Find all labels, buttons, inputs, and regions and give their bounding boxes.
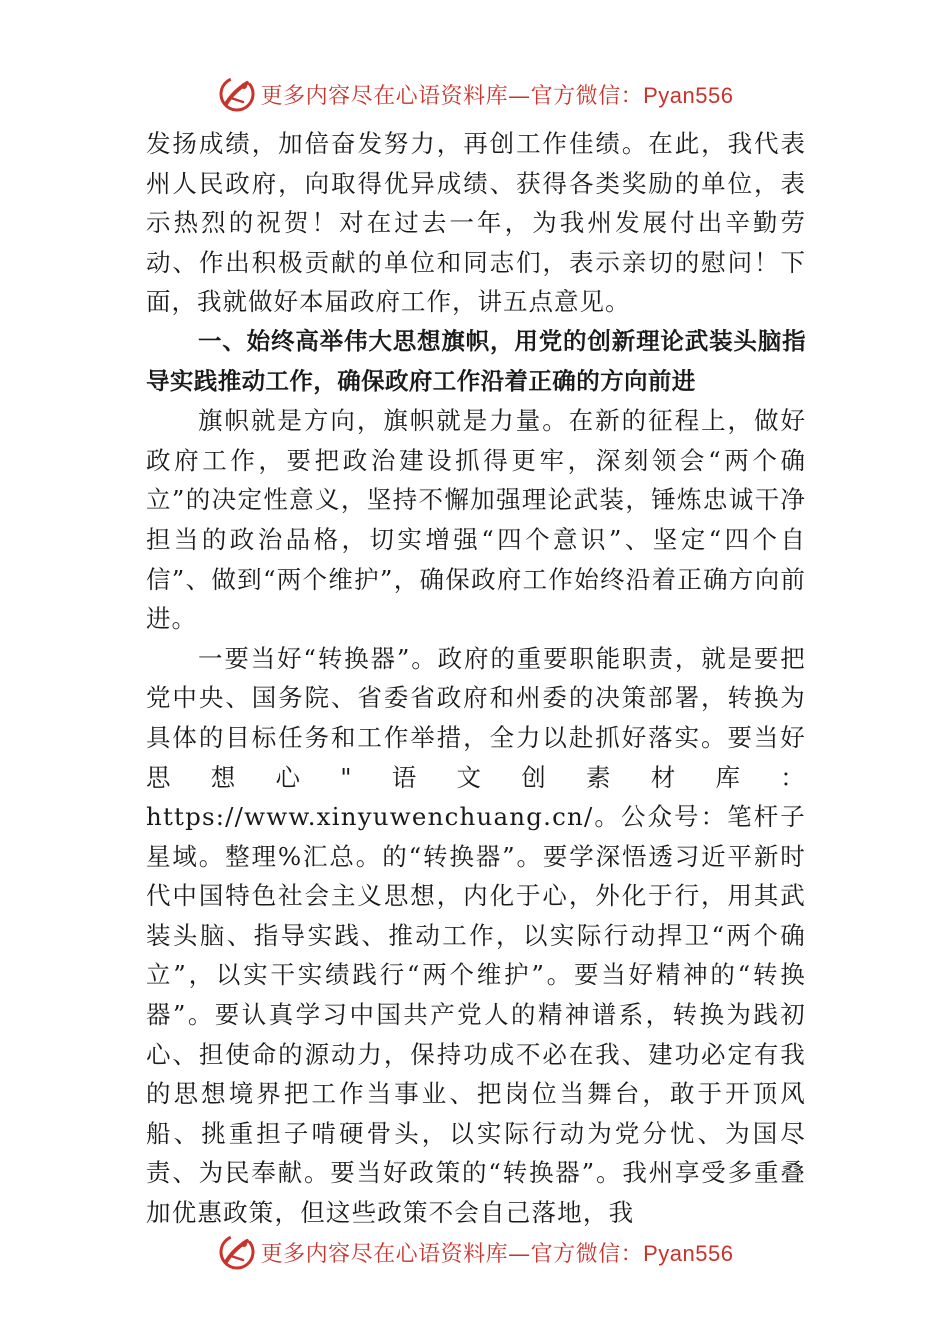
paragraph-continuation: 发扬成绩，加倍奋发努力，再创工作佳绩。在此，我代表州人民政府，向取得优异成绩、获得各类奖励的单位，表示热烈的祝贺！对在过去一年，为我州发展付出辛勤劳动、作出积极贡献的单位和同志们，表示亲切的慰问！下面，我就做好本届政府工作，讲五点意见。	[146, 129, 806, 317]
ink-brush-logo-icon	[217, 1232, 257, 1272]
paragraph-flag-direction: 旗帜就是方向，旗帜就是力量。在新的征程上，做好政府工作，要把政治建设抓得更牢，深刻领会“两个确立”的决定性意义，坚持不懈加强理论武装，锤炼忠诚干净担当的政治品格，切实增强“四个意识”、坚定“四个自信”、做到“两个维护”，确保政府工作始终沿着正确方向前进。	[146, 406, 806, 634]
paragraph-converter: 一要当好“转换器”。政府的重要职能职责，就是要把党中央、国务院、省委省政府和州委的决策部署，转换为具体的目标任务和工作举措，全力以赴抓好落实。要当好思想心"语文创素材库：https://www.xinyuwenchuang.cn/。公众号：笔杆子星域。整理%汇总。的“转换器”。要学深悟透习近平新时代中国特色社会主义思想，内化于心，外化于行，用其武装头脑、指导实践、推动工作，以实际行动捍卫“两个确立”，以实干实绩践行“两个维护”。要当好精神的“转换器”。要认真学习中国共产党人的精神谱系，转换为践初心、担使命的源动力，保持功成不必在我、建功必定有我的思想境界把工作当事业、把岗位当舞台，敢于开顶风船、挑重担子啃硬骨头，以实际行动为党分忧、为国尽责、为民奉献。要当好政策的“转换器”。我州享受多重叠加优惠政策，但这些政策不会自己落地，我	[146, 643, 806, 1228]
watermark-banner-bottom	[0, 1226, 950, 1278]
wechat-id: Pyan556	[643, 82, 734, 108]
watermark-text: 更多内容尽在心语资料库—官方微信：Pyan556	[260, 82, 734, 109]
wechat-id: Pyan556	[643, 1240, 734, 1266]
section-heading-1: 一、始终高举伟大思想旗帜，用党的创新理论武装头脑指导实践推动工作，确保政府工作沿着正确的方向前进	[146, 326, 806, 395]
document-body	[146, 124, 806, 1233]
watermark-text: 更多内容尽在心语资料库—官方微信：Pyan556	[260, 1240, 734, 1267]
ink-brush-logo-icon	[217, 74, 257, 114]
watermark-banner-top	[0, 68, 950, 120]
